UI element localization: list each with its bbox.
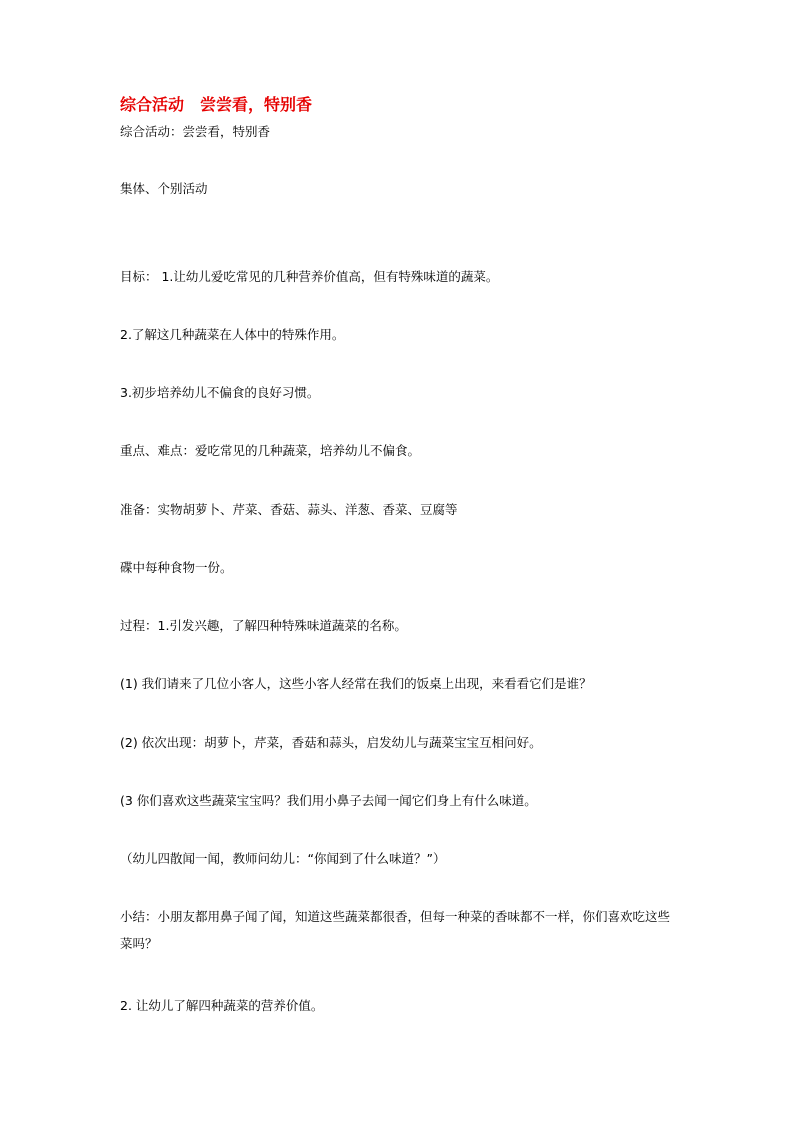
subtitle-paragraph: 综合活动：尝尝看，特别香 xyxy=(120,124,271,139)
preparation-paragraph: 准备：实物胡萝卜、芹菜、香菇、蒜头、洋葱、香菜、豆腐等 xyxy=(120,502,458,517)
process-paragraph-2: 2. 让幼儿了解四种蔬菜的营养价值。 xyxy=(120,998,324,1013)
process-step-3: (3 你们喜欢这些蔬菜宝宝吗？我们用小鼻子去闻一闻它们身上有什么味道。 xyxy=(120,793,537,808)
process-step-2: (2) 依次出现：胡萝卜，芹菜，香菇和蒜头，启发幼儿与蔬菜宝宝互相问好。 xyxy=(120,735,542,750)
goal-paragraph-1: 目标： 1.让幼儿爱吃常见的几种营养价值高，但有特殊味道的蔬菜。 xyxy=(120,269,499,284)
goal-paragraph-3: 3.初步培养幼儿不偏食的良好习惯。 xyxy=(120,385,320,400)
preparation-paragraph-continued: 碟中每种食物一份。 xyxy=(120,560,233,575)
process-step-1: (1) 我们请来了几位小客人，这些小客人经常在我们的饭桌上出现，来看看它们是谁？ xyxy=(120,676,592,691)
process-paragraph-1: 过程：1.引发兴趣，了解四种特殊味道蔬菜的名称。 xyxy=(120,618,407,633)
document-title: 综合活动 尝尝看，特别香 xyxy=(120,95,313,114)
process-note: （幼儿四散闻一闻，教师问幼儿：“你闻到了什么味道？”） xyxy=(120,851,446,866)
summary-paragraph: 小结：小朋友都用鼻子闻了闻，知道这些蔬菜都很香，但每一种菜的香味都不一样，你们喜欢吃这些菜吗？ xyxy=(120,909,671,951)
activity-type-paragraph: 集体、个别活动 xyxy=(120,181,208,196)
goal-paragraph-2: 2.了解这几种蔬菜在人体中的特殊作用。 xyxy=(120,327,345,342)
key-points-paragraph: 重点、难点：爱吃常见的几种蔬菜，培养幼儿不偏食。 xyxy=(120,443,421,458)
